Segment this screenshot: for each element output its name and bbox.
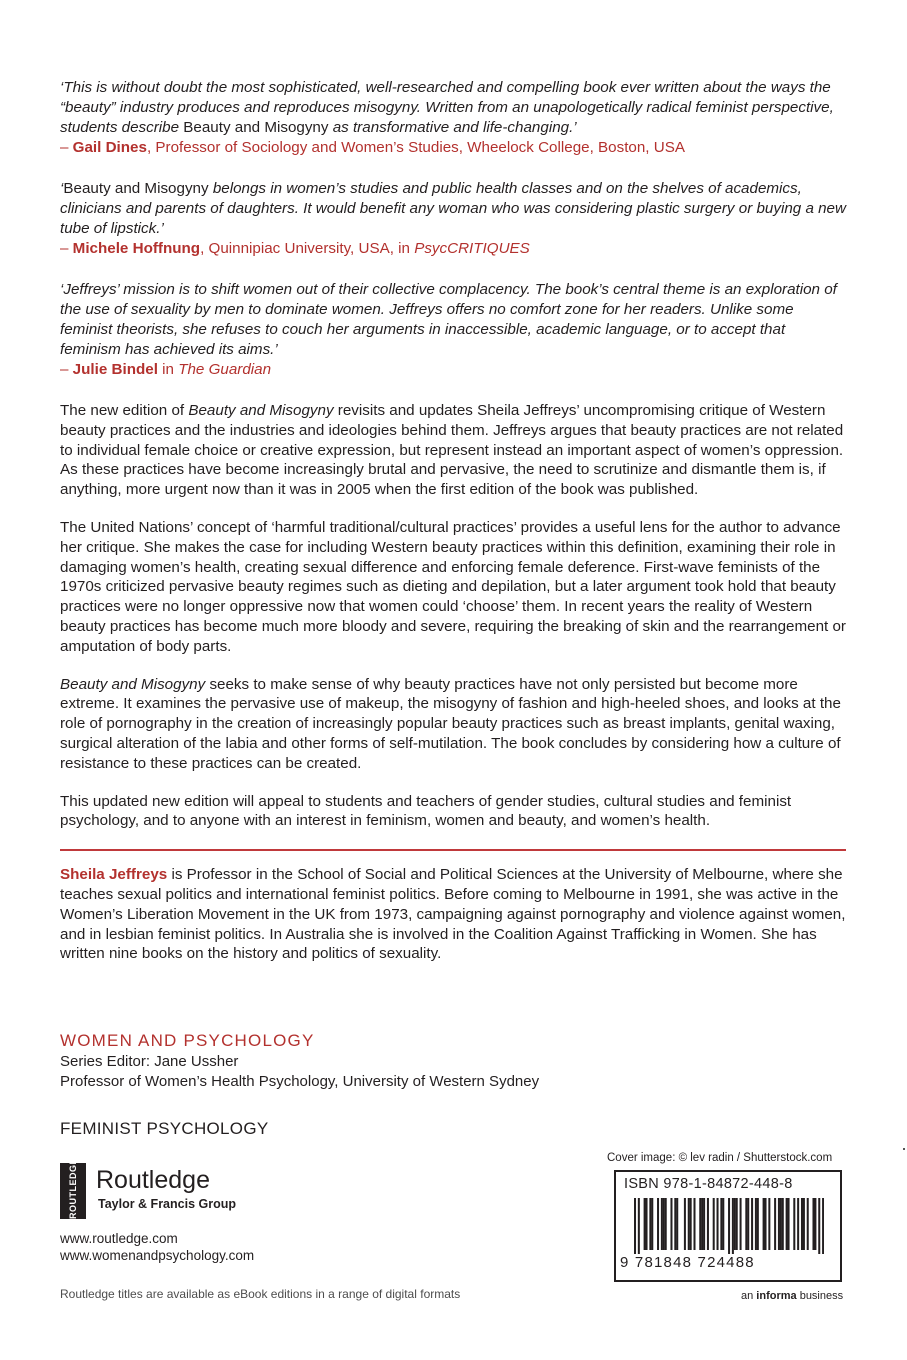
description-paragraph-1: The new edition of Beauty and Misogyny revisits and updates Sheila Jeffreys’ uncompromising critique of Western beauty practices and the industries and ideologies behind them. Jeffreys argues that beauty practices are not related to individual female choice or creative expression, but represent instead an important aspect of women’s oppression. As these practices have become increasingly brutal and pervasive, the need to scrutinize and dismantle them is, if anything, more urgent now than it was in 2005 when the first edition of the book was published.: [60, 402, 844, 499]
barcode-bar: [703, 1198, 705, 1250]
barcode-bar: [651, 1198, 653, 1250]
publisher-group: Taylor & Francis Group: [98, 1197, 236, 1211]
barcode-bar: [720, 1198, 722, 1250]
barcode-bar: [649, 1198, 651, 1250]
isbn-barcode-box: [614, 1170, 842, 1282]
barcode-bar: [646, 1198, 648, 1250]
description-paragraph-3: Beauty and Misogyny seeks to make sense of why beauty practices have not only persisted but become more extreme. It examines the pervasive use of makeup, the misogyny of fashion and high-heeled shoes, and looks at the role of pornography in the creation of increasingly popular beauty practices such as breast implants, genital waxing, surgical alteration of the labia and other forms of self-mutilation. The book concludes by considering how a culture of resistance to these practices can be created.: [60, 675, 841, 772]
isbn-label: ISBN 978-1-84872-448-8: [624, 1176, 793, 1192]
review-quote-1: [60, 78, 850, 158]
barcode-bar: [688, 1198, 690, 1250]
barcode-bar: [634, 1198, 636, 1254]
divider-rule: [60, 849, 846, 851]
review-quote-2: [60, 179, 850, 259]
barcode-bar: [797, 1198, 799, 1250]
barcode-bar: [768, 1198, 770, 1250]
barcode-bar: [812, 1198, 814, 1250]
barcode-bar: [713, 1198, 715, 1250]
barcode-bar: [661, 1198, 663, 1250]
barcode-bar: [734, 1198, 736, 1250]
subject-category: FEMINIST PSYCHOLOGY: [60, 1119, 269, 1138]
description-paragraph-2: The United Nations’ concept of ‘harmful traditional/cultural practices’ provides a useful lens for the author to advance her critique. She makes the case for including Western beauty practices within this definition, examining their role in damaging women’s health, creating sexual difference and enforcing female deference. First-wave feminists of the 1970s criticized pervasive beauty regimes such as dieting and depilation, but a later argument took hold that beauty practices were no longer oppressive now that women could ‘choose’ them. In recent years the reality of Western beauty practices has become much more bloody and severe, requiring the breaking of skin and the rearrangement or amputation of body parts.: [60, 518, 846, 655]
series-editor: Series Editor: Jane Ussher: [60, 1053, 239, 1070]
url-routledge[interactable]: www.routledge.com: [60, 1231, 178, 1246]
reviewer-name: Gail Dines: [72, 139, 147, 156]
barcode-bar: [755, 1198, 757, 1250]
publisher-name: Routledge: [96, 1166, 210, 1194]
barcode-icon: [634, 1198, 824, 1254]
barcode-bar: [786, 1198, 788, 1250]
quote-attribution: – Gail Dines, Professor of Sociology and Women’s Studies, Wheelock College, Boston, USA: [60, 139, 685, 156]
routledge-logo-icon: ROUTLEDGE: [60, 1163, 86, 1219]
barcode-bar: [814, 1198, 816, 1250]
reviewer-name: Michele Hoffnung: [72, 240, 201, 257]
print-speck: [903, 1148, 905, 1150]
cover-image-credit: Cover image: © lev radin / Shutterstock.com: [607, 1152, 833, 1164]
barcode-bar: [707, 1198, 709, 1250]
url-womenandpsychology[interactable]: www.womenandpsychology.com: [60, 1248, 255, 1263]
barcode-bar: [732, 1198, 734, 1254]
barcode-bar: [763, 1198, 765, 1250]
barcode-bar: [801, 1198, 803, 1250]
barcode-bar: [665, 1198, 667, 1250]
quote-text: ‘Beauty and Misogyny belongs in women’s studies and public health classes and on the shelves of academics, clinicians and parents of daughters. It would benefit any woman who was considering plastic surgery or buying a new tube of lipstick.’: [60, 180, 846, 237]
barcode-bar: [684, 1198, 686, 1250]
barcode-bar: [644, 1198, 646, 1250]
publisher-urls: [60, 1230, 254, 1264]
barcode-bar: [751, 1198, 753, 1250]
back-cover-text: [60, 78, 850, 982]
ebook-note: Routledge titles are available as eBook editions in a range of digital formats: [60, 1287, 461, 1301]
barcode-bar: [803, 1198, 805, 1250]
barcode-bar: [717, 1198, 719, 1250]
quote-attribution: – Julie Bindel in The Guardian: [60, 361, 272, 378]
barcode-bar: [693, 1198, 695, 1250]
quote-text: ‘This is without doubt the most sophisticated, well-researched and compelling book ever written about the ways the “beauty” industry produces and reproduces misogyny. Written from an unapologetically radical feminist perspective, students describe Beauty and Misogyny as transformative and life-changing.’: [60, 79, 834, 136]
barcode-bar: [780, 1198, 782, 1250]
barcode-bar: [774, 1198, 776, 1250]
barcode-bar: [822, 1198, 824, 1254]
barcode-bar: [782, 1198, 784, 1250]
barcode-bar: [690, 1198, 692, 1250]
barcode-bar: [765, 1198, 767, 1250]
barcode-bar: [778, 1198, 780, 1250]
barcode-bar: [745, 1198, 747, 1250]
barcode-bar: [757, 1198, 759, 1250]
barcode-bar: [670, 1198, 672, 1250]
informa-business-note: an informa business: [741, 1290, 844, 1302]
review-quote-3: [60, 280, 850, 380]
barcode-bar: [793, 1198, 795, 1250]
barcode-bar: [657, 1198, 659, 1250]
barcode-bar: [736, 1198, 738, 1250]
author-bio: Sheila Jeffreys is Professor in the School of Social and Political Sciences at the University of Melbourne, where she teaches sexual politics and international feminist politics. Before coming to Melbourne in 1991, she was active in the Women’s Liberation Movement in the UK from 1973, campaigning against pornography and violence against women, and in lesbian feminist politics. In Australia she is involved in the Coalition Against Trafficking in Women. She has written nine books on the history and politics of sexuality.: [60, 866, 846, 963]
description-paragraph-4: This updated new edition will appeal to students and teachers of gender studies, cultural studies and feminist psychology, and to anyone with an interest in feminism, women and beauty, and women’s health.: [60, 792, 792, 830]
series-info: [60, 1030, 620, 1092]
author-name: Sheila Jeffreys: [60, 866, 168, 884]
barcode-bar: [740, 1198, 742, 1250]
publisher-logo: [60, 1157, 310, 1221]
quote-text: ‘Jeffreys’ mission is to shift women out of their collective complacency. The book’s central theme is an exploration of the use of sexuality by men to dominate women. Jeffreys offers no comfort zone for her readers. Unlike some feminist theorists, she refuses to couch her arguments in inaccessible, academic language, or to accept that feminism has achieved its aims.’: [60, 281, 837, 358]
barcode-bar: [728, 1198, 730, 1254]
barcode-bar: [663, 1198, 665, 1250]
series-editor-role: Professor of Women’s Health Psychology, University of Western Sydney: [60, 1073, 540, 1090]
series-title: WOMEN AND PSYCHOLOGY: [60, 1031, 315, 1050]
barcode-bar: [747, 1198, 749, 1250]
barcode-bar: [699, 1198, 701, 1250]
isbn-digits: 9 781848 724488: [620, 1254, 755, 1271]
barcode-bar: [674, 1198, 676, 1250]
barcode-bar: [701, 1198, 703, 1250]
barcode-bar: [818, 1198, 820, 1254]
barcode-bar: [807, 1198, 809, 1250]
barcode-bar: [788, 1198, 790, 1250]
quote-attribution: – Michele Hoffnung, Quinnipiac University, USA, in PsycCRITIQUES: [60, 240, 530, 257]
barcode-bar: [676, 1198, 678, 1250]
barcode-bar: [638, 1198, 640, 1254]
barcode-bar: [722, 1198, 724, 1250]
reviewer-name: Julie Bindel: [72, 361, 158, 378]
